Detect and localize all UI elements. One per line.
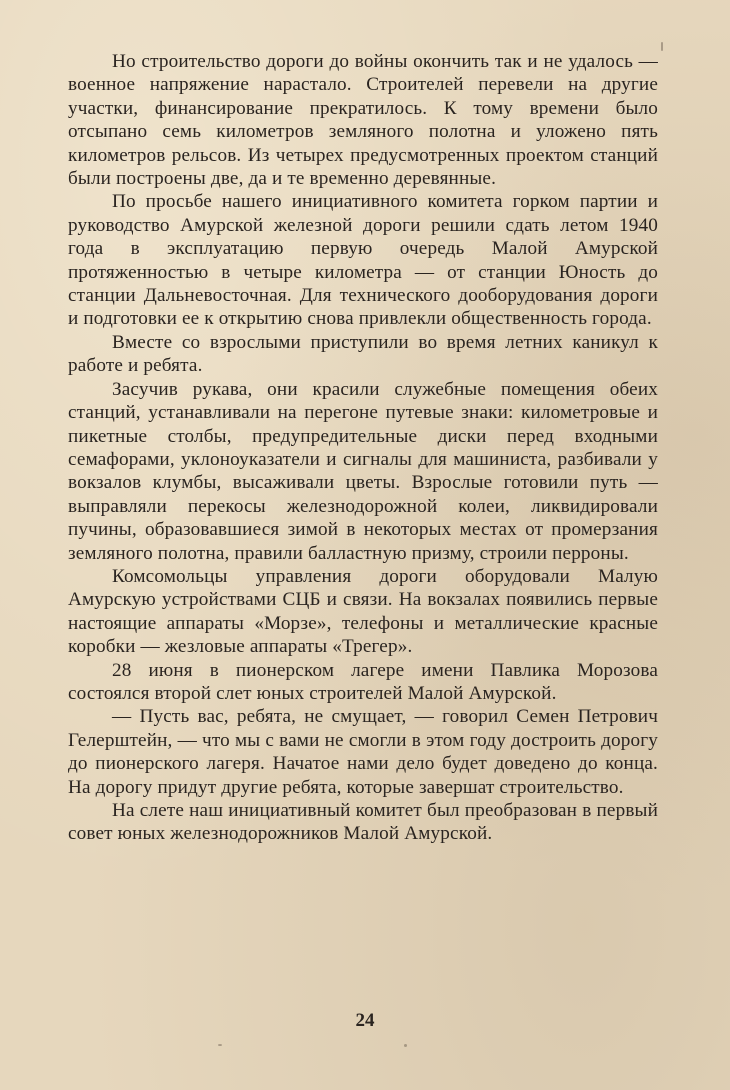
paragraph-2: По просьбе нашего инициативного комитета горком партии и руководство Амурской железной дороги решили сдать летом 1940 года в эксплуатацию первую очередь Малой Амурской протяженностью в четыре километра — от станции Юность до станции Дальневосточная. Для технического дооборудования дороги и подготовки ее к открытию снова привлекли общественность города. (68, 191, 658, 330)
paragraph-8: На слете наш инициативный комитет был преобразован в первый совет юных железнодорожников Малой Амурской. (68, 800, 658, 845)
paragraph-3: Вместе со взрослыми приступили во время летних каникул к работе и ребята. (68, 331, 658, 377)
paragraph-4: Засучив рукава, они красили служебные помещения обеих станций, устанавливали на перегоне путевые знаки: километровые и пикетные столбы, предупредительные диски перед входными семафорами, уклоноуказатели и сигналы для машиниста, разбивали у вокзалов клумбы, высаживали цветы. Взрослые готовили путь — выправляли перекосы железнодорожной колеи, ликвидировали пучины, образовавшиеся зимой в некоторых местах от промерзания земляного полотна, правили балластную призму, строили перроны. (68, 378, 658, 564)
paragraph-5: Комсомольцы управления дороги оборудовали Малую Амурскую устройствами СЦБ и связи. На вокзалах появились первые настоящие аппараты «Морзе», телефоны и металлические красные коробки — жезловые аппараты «Трегер». (68, 565, 658, 658)
page-text (68, 50, 658, 846)
paragraph-1: Но строительство дороги до войны окончить так и не удалось — военное напряжение нарастало. Строителей перевели на другие участки, финансирование прекратилось. К тому времени было отсыпано семь километров земляного полотна и уложено пять километров рельсов. Из четырех предусмотренных проектом станций были построены две, да и те временно деревянные. (68, 51, 658, 190)
paper-speck (404, 1044, 407, 1047)
paper-speck (218, 1044, 222, 1046)
paragraph-6: 28 июня в пионерском лагере имени Павлика Морозова состоялся второй слет юных строителей Малой Амурской. (68, 659, 658, 704)
page-number: 24 (355, 1010, 375, 1031)
paragraph-7: — Пусть вас, ребята, не смущает, — говорил Семен Петрович Гелерштейн, — что мы с вами не смогли в этом году достроить дорогу до пионерского лагеря. Начатое нами дело будет доведено до конца. На дорогу придут другие ребята, которые завершат строительство. (68, 706, 658, 798)
paper-speck (661, 42, 663, 51)
